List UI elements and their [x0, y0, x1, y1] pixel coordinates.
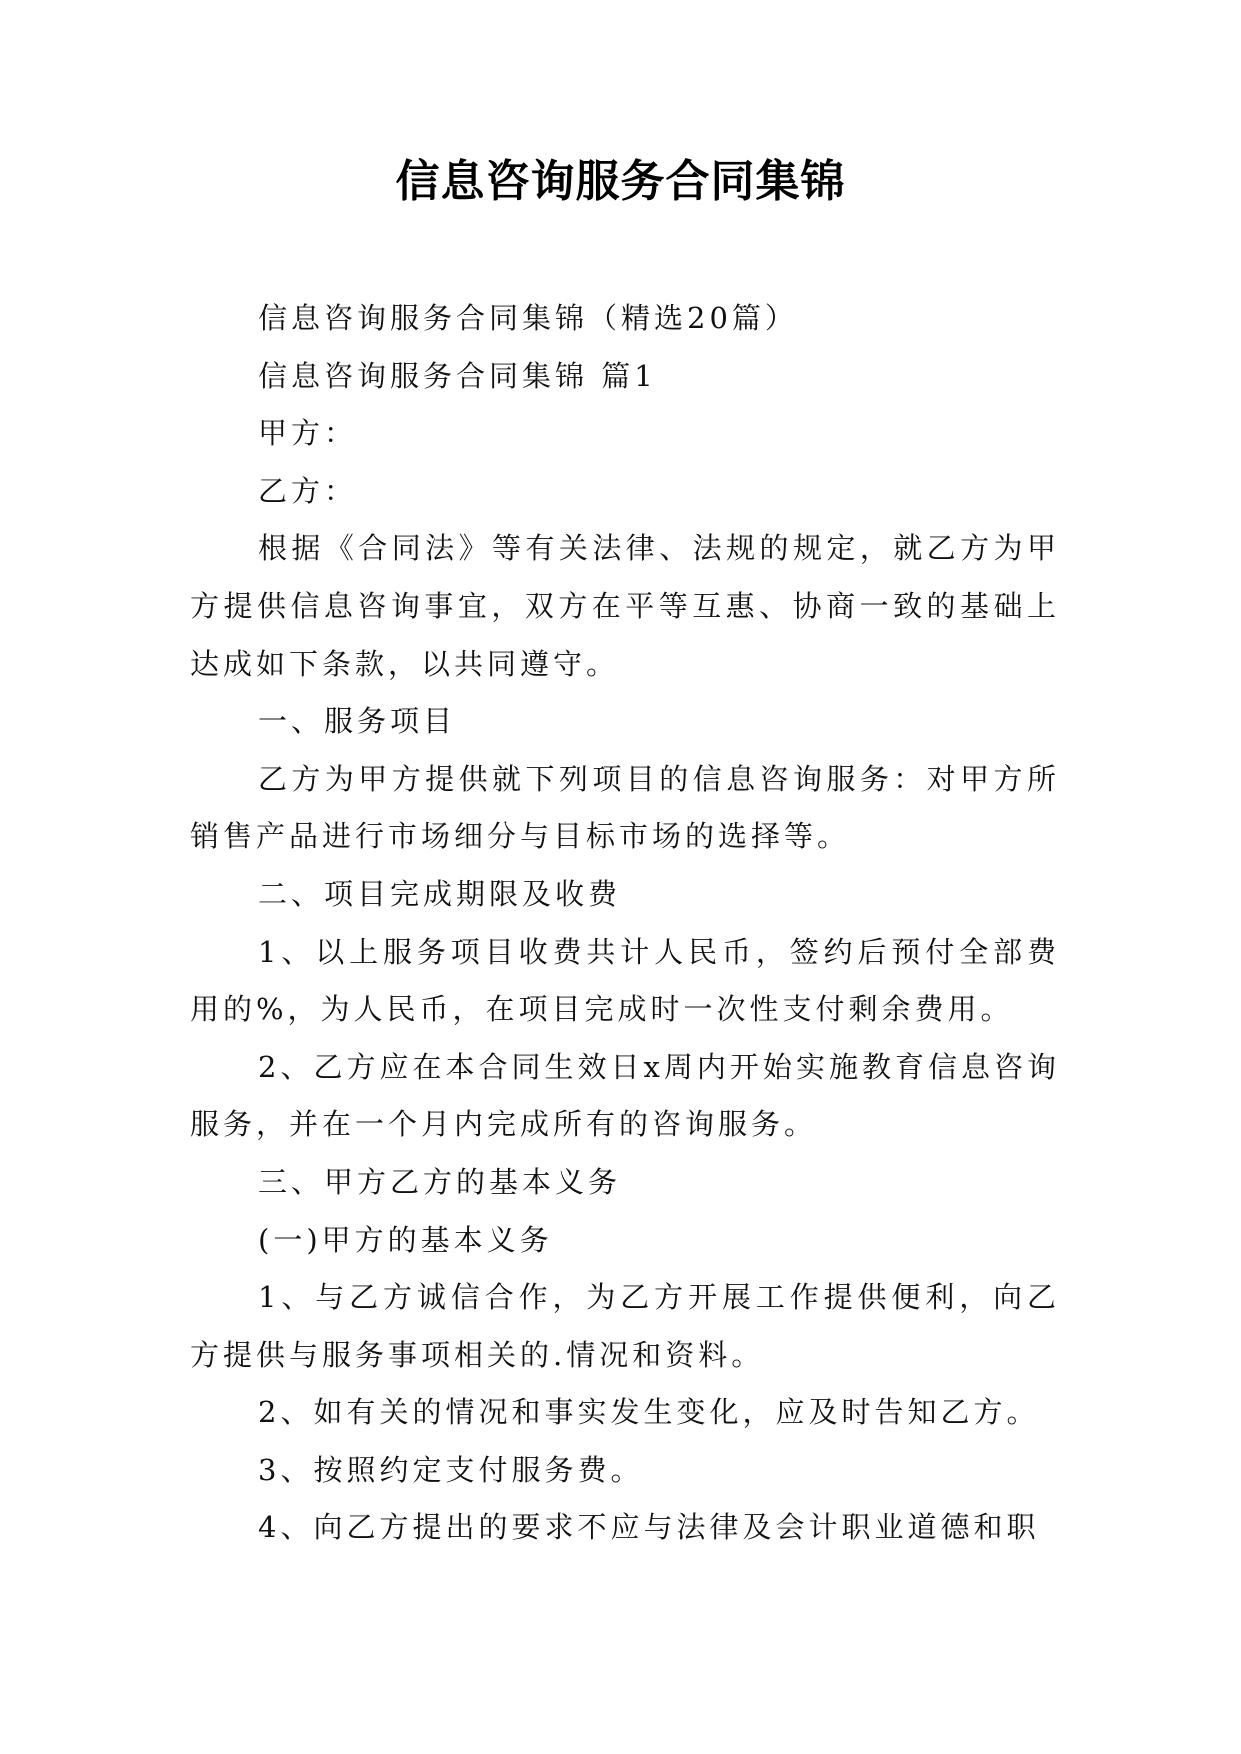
- paragraph-clause: 3、按照约定支付服务费。: [258, 1452, 644, 1487]
- paragraph-service-content: 乙方为甲方提供就下列项目的信息咨询服务：对甲方所销售产品进行市场细分与目标市场的选择等。: [190, 761, 1060, 854]
- paragraph-clause: 2、乙方应在本合同生效日x周内开始实施教育信息咨询服务，并在一个月内完成所有的咨询服务。: [190, 1049, 1060, 1142]
- paragraph-party-b: 乙方：: [258, 473, 358, 508]
- document-body: [190, 290, 1060, 1557]
- paragraph-party-a: 甲方：: [258, 416, 358, 451]
- paragraph-subheading-party-a: (一)甲方的基本义务: [258, 1222, 553, 1257]
- paragraph-subtitle: 信息咨询服务合同集锦（精选20篇）: [258, 301, 798, 335]
- paragraph-section-heading: 信息咨询服务合同集锦 篇1: [258, 358, 657, 393]
- paragraph-heading-service: 一、服务项目: [258, 704, 457, 739]
- paragraph-clause: 4、向乙方提出的要求不应与法律及会计职业道德和职: [258, 1510, 1040, 1545]
- document-title: 信息咨询服务合同集锦: [395, 156, 846, 207]
- paragraph-heading-term-fee: 二、项目完成期限及收费: [258, 876, 622, 911]
- paragraph-preamble: 根据《合同法》等有关法律、法规的规定，就乙方为甲方提供信息咨询事宜，双方在平等互惠、协商一致的基础上达成如下条款，以共同遵守。: [190, 531, 1060, 681]
- paragraph-clause: 1、与乙方诚信合作，为乙方开展工作提供便利，向乙方提供与服务事项相关的.情况和资料。: [190, 1280, 1060, 1372]
- paragraph-clause: 1、以上服务项目收费共计人民币，签约后预付全部费用的%，为人民币，在项目完成时一次性支付剩余费用。: [190, 934, 1060, 1027]
- paragraph-heading-obligations: 三、甲方乙方的基本义务: [258, 1164, 622, 1199]
- paragraph-clause: 2、如有关的情况和事实发生变化，应及时告知乙方。: [258, 1395, 1040, 1430]
